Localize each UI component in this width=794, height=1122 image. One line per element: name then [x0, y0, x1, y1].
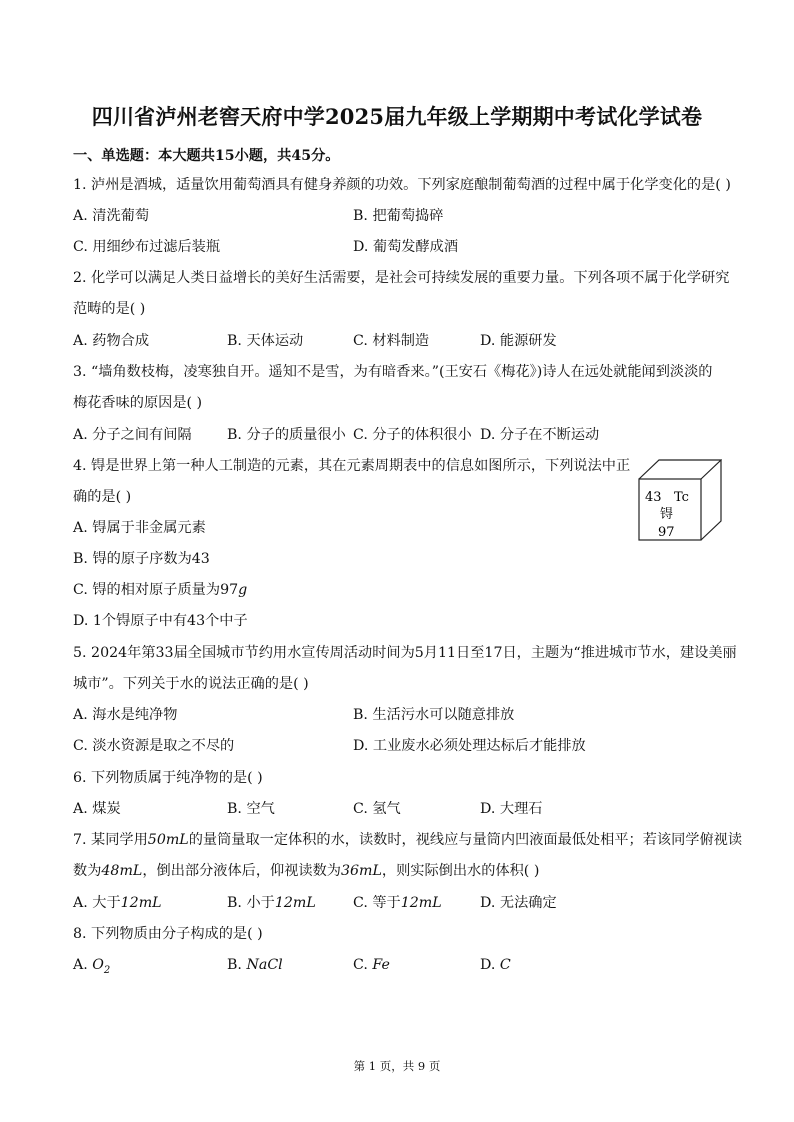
page-footer: 第 1 页，共 9 页 — [353, 1059, 441, 1073]
question-4-option-c-unit: g — [238, 582, 248, 598]
question-8-option-d-formula: C — [499, 957, 511, 973]
element-atomic-number: 43 — [645, 490, 662, 505]
question-7-option-a — [73, 893, 162, 913]
question-6-option-b: B. 空气 — [227, 801, 275, 817]
question-8-option-b-formula: NaCl — [246, 957, 283, 973]
question-7-option-c-volume: 12mL — [400, 895, 442, 911]
question-4-option-d: D. 1个锝原子中有43个中子 — [73, 613, 248, 629]
question-3-stem-line1: 3. “墙角数枝梅，凌寒独自开。遥知不是雪，为有暗香来。”(王安石《梅花》)诗人在远处就能闻到淡淡的 — [73, 364, 713, 380]
question-2-option-c: C. 材料制造 — [353, 333, 430, 349]
question-7-option-d: D. 无法确定 — [480, 895, 557, 911]
question-8-option-d-label: D. — [480, 957, 500, 973]
question-1-option-c: C. 用细纱布过滤后装瓶 — [73, 239, 221, 255]
question-8-option-d — [480, 955, 511, 975]
question-7-option-a-text: A. 大于 — [73, 895, 121, 911]
question-8-option-a-formula: O — [92, 957, 104, 973]
question-3-stem-line2: 梅花香味的原因是( ) — [73, 395, 203, 411]
question-7-text: 数为 — [73, 863, 102, 879]
section-heading: 一、单选题：本大题共15小题，共45分。 — [73, 148, 340, 164]
question-1-option-b: B. 把葡萄捣碎 — [353, 208, 444, 224]
question-4-stem-line2: 确的是( ) — [73, 489, 132, 505]
question-7-option-b — [227, 893, 316, 913]
element-cell-drawing — [638, 459, 722, 541]
question-5-stem-line1: 5. 2024年第33届全国城市节约用水宣传周活动时间为5月11日至17日，主题为“推进城市节水，建设美丽 — [73, 645, 737, 661]
question-8-option-a — [73, 955, 110, 981]
question-8-option-a-label: A. — [73, 957, 93, 973]
question-7-text: ，倒出部分液体后，仰视读数为 — [142, 863, 341, 879]
question-7-text: ，则实际倒出水的体积( ) — [381, 863, 540, 879]
question-7-volume-36: 36mL — [340, 863, 382, 879]
question-4-option-c-value: 97 — [220, 582, 239, 598]
question-6-option-c: C. 氢气 — [353, 801, 401, 817]
question-4-option-b: B. 锝的原子序数为43 — [73, 551, 210, 567]
question-8-stem: 8. 下列物质由分子构成的是( ) — [73, 926, 263, 942]
question-5-option-c: C. 淡水资源是取之不尽的 — [73, 738, 235, 754]
exam-title: 四川省泸州老窖天府中学2025届九年级上学期期中考试化学试卷 — [91, 104, 703, 129]
question-8-option-c-label: C. — [353, 957, 373, 973]
question-5-option-a: A. 海水是纯净物 — [73, 707, 178, 723]
question-7-option-a-volume: 12mL — [120, 895, 162, 911]
question-8-option-c — [353, 955, 390, 975]
question-2-stem-line1: 2. 化学可以满足人类日益增长的美好生活需要，是社会可持续发展的重要力量。下列各项不属于化学研究 — [73, 270, 730, 286]
question-1-stem: 1. 泸州是酒城，适量饮用葡萄酒具有健身养颜的功效。下列家庭酿制葡萄酒的过程中属于化学变化的是( ) — [73, 177, 731, 193]
element-name: 锝 — [660, 507, 674, 522]
element-symbol: Tc — [674, 490, 689, 505]
question-8-option-b — [227, 955, 283, 975]
question-3-option-d: D. 分子在不断运动 — [480, 427, 600, 443]
question-7-volume-50: 50mL — [147, 832, 189, 848]
question-7-option-b-text: B. 小于 — [227, 895, 275, 911]
question-7-stem-line1 — [73, 830, 742, 850]
question-8-option-b-label: B. — [227, 957, 247, 973]
question-4-option-c-text: C. 锝的相对原子质量为 — [73, 582, 221, 598]
element-atomic-mass: 97 — [658, 525, 675, 540]
question-5-option-d: D. 工业废水必须处理达标后才能排放 — [353, 738, 586, 754]
question-3-option-a: A. 分子之间有间隔 — [73, 427, 192, 443]
question-3-option-c: C. 分子的体积很小 — [353, 427, 472, 443]
question-2-option-a: A. 药物合成 — [73, 333, 150, 349]
question-2-option-d: D. 能源研发 — [480, 333, 557, 349]
question-4-option-a: A. 锝属于非金属元素 — [73, 520, 206, 536]
question-7-volume-48: 48mL — [101, 863, 143, 879]
question-7-text: 的量筒量取一定体积的水，读数时，视线应与量筒内凹液面最低处相平；若该同学俯视读 — [188, 832, 743, 848]
question-2-stem-line2: 范畴的是( ) — [73, 301, 146, 317]
question-7-stem-line2 — [73, 861, 539, 881]
question-8-option-a-subscript: 2 — [103, 964, 111, 976]
question-5-option-b: B. 生活污水可以随意排放 — [353, 707, 515, 723]
question-2-option-b: B. 天体运动 — [227, 333, 304, 349]
question-4-option-c — [73, 580, 247, 600]
question-4-stem-line1: 4. 锝是世界上第一种人工制造的元素，其在元素周期表中的信息如图所示，下列说法中正 — [73, 458, 631, 474]
technetium-element-cell — [638, 459, 722, 541]
question-1-option-d: D. 葡萄发酵成酒 — [353, 239, 459, 255]
question-7-option-b-volume: 12mL — [274, 895, 316, 911]
question-3-option-b: B. 分子的质量很小 — [227, 427, 346, 443]
question-6-stem: 6. 下列物质属于纯净物的是( ) — [73, 770, 263, 786]
question-7-option-c — [353, 893, 442, 913]
question-7-option-c-text: C. 等于 — [353, 895, 401, 911]
question-5-stem-line2: 城市”。下列关于水的说法正确的是( ) — [73, 676, 309, 692]
question-6-option-d: D. 大理石 — [480, 801, 543, 817]
question-1-option-a: A. 清洗葡萄 — [73, 208, 150, 224]
question-7-text: 7. 某同学用 — [73, 832, 148, 848]
question-8-option-c-formula: Fe — [372, 957, 390, 973]
question-6-option-a: A. 煤炭 — [73, 801, 121, 817]
